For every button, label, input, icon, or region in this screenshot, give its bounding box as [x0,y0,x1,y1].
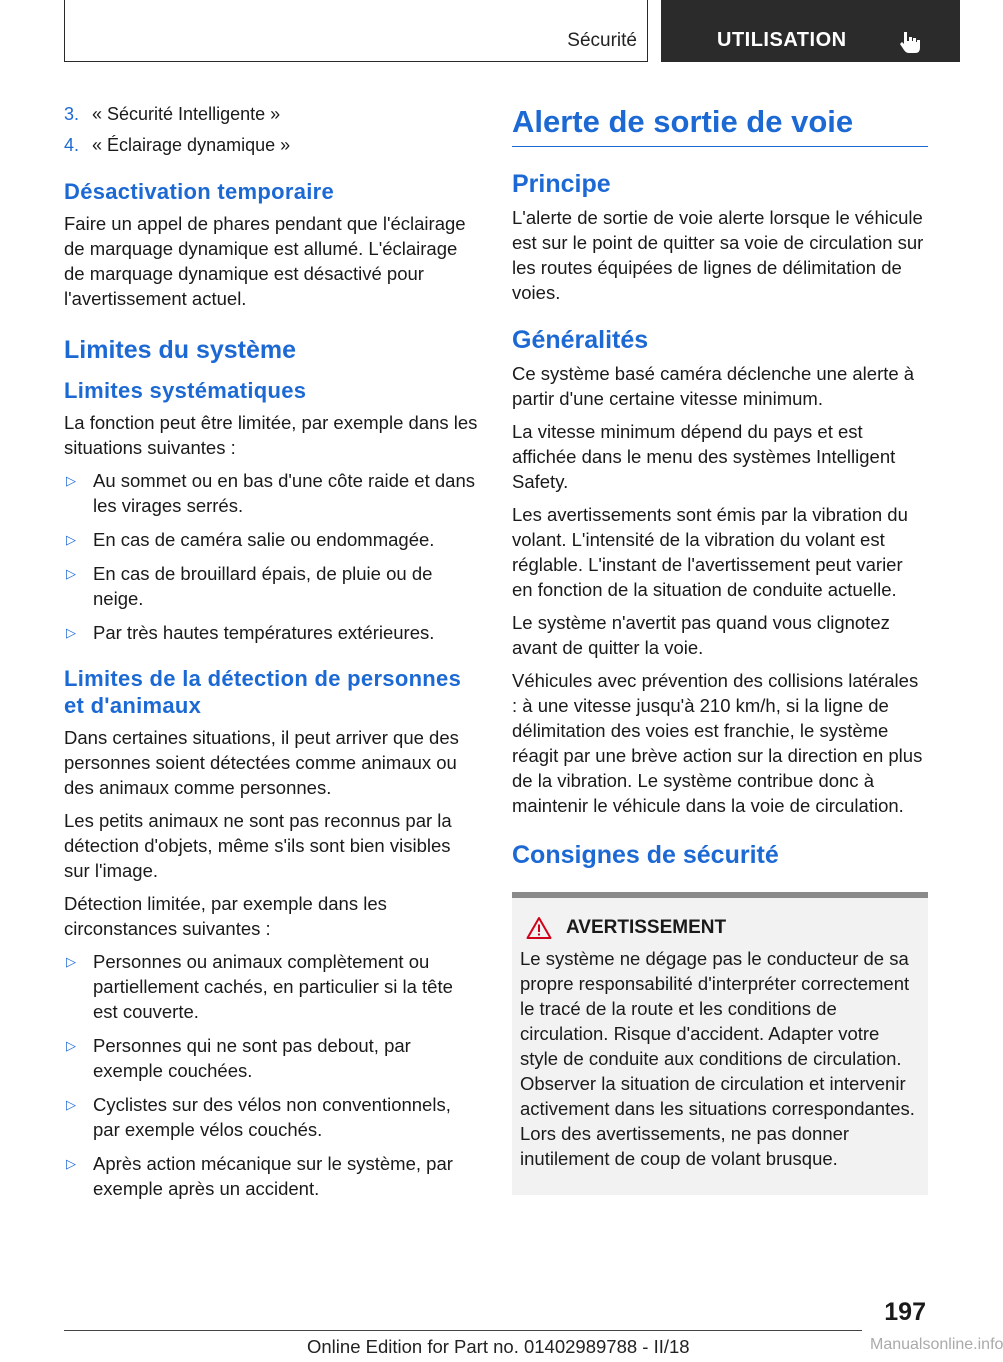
list-text: Personnes qui ne sont pas debout, par exemple couchées. [93,1035,411,1081]
header-chapter-tab [661,0,960,62]
header-section-title: Sécurité [567,30,637,51]
safety-heading: Consignes de sécurité [512,841,779,869]
list-text: Personnes ou animaux complètement ou partiellement cachés, en particulier si la tête est couverte. [93,951,453,1022]
list-item [64,561,478,611]
page-number: 197 [884,1298,926,1326]
principle-heading: Principe [512,170,611,198]
list-text: « Éclairage dynamique » [92,135,291,155]
warning-text: Le système ne dégage pas le conducteur de sa propre responsabilité d'interpréter correctement le tracé de la route et les conditions de circulation. Risque d'accident. Adapter votre style de conduite aux conditions de circulation. Observer la situation de circulation et intervenir activement dans les situations correspondantes. Lors des avertissements, ne pas donner inutilement de coup de volant brusque. [520,948,915,1169]
systematic-list [64,468,478,645]
warning-title: AVERTISSEMENT [566,917,727,938]
header-chapter-title: UTILISATION [717,29,847,51]
pointing-hand-icon [897,28,923,54]
list-number: 4. [64,135,80,155]
triangle-right-icon: ▷ [66,1156,76,1171]
list-text: En cas de brouillard épais, de pluie ou de neige. [93,563,433,609]
systematic-intro: La fonction peut être limitée, par exemple dans les situations suivantes : [64,412,478,458]
list-text: Après action mécanique sur le système, par exemple après un accident. [93,1153,453,1199]
principle-text: L'alerte de sortie de voie alerte lorsque le véhicule est sur le point de quitter sa voie de circulation sur les routes équipées de lignes de délimitation de voies. [512,207,924,303]
detection-heading: Limites de la détection de personnes et d'animaux [64,666,462,718]
page-title: Alerte de sortie de voie [512,104,854,139]
triangle-right-icon: ▷ [66,473,76,488]
left-column [64,102,478,1211]
list-item [64,133,478,158]
general-heading: Généralités [512,326,649,354]
list-item [64,1033,478,1083]
footer-divider [64,1330,862,1331]
triangle-right-icon: ▷ [66,1097,76,1112]
general-paragraph: Ce système basé caméra déclenche une alerte à partir d'une certaine vitesse minimum. [512,363,915,409]
triangle-right-icon: ▷ [66,532,76,547]
list-text: « Sécurité Intelligente » [92,104,281,124]
general-paragraph: Le système n'avertit pas quand vous clignotez avant de quitter la voie. [512,612,890,658]
warning-triangle-icon [526,916,552,940]
detection-paragraph: Les petits animaux ne sont pas reconnus par la détection d'objets, même s'ils sont bien visibles sur l'image. [64,810,452,881]
triangle-right-icon: ▷ [66,954,76,969]
title-rule [512,102,928,147]
list-item [64,102,478,127]
list-item [64,620,478,645]
list-item [64,527,478,552]
detection-paragraph: Détection limitée, par exemple dans les circonstances suivantes : [64,893,387,939]
general-paragraph: La vitesse minimum dépend du pays et est affichée dans le menu des systèmes Intelligent Safety. [512,421,896,492]
list-item [64,949,478,1024]
detection-list [64,949,478,1201]
header-section-box [64,0,648,62]
deactivation-text: Faire un appel de phares pendant que l'éclairage de marquage dynamique est allumé. L'éclairage de marquage dynamique est désactivé pour l'avertissement actuel. [64,213,466,309]
footer-edition: Online Edition for Part no. 01402989788 - II/18 [307,1336,690,1357]
list-text: Au sommet ou en bas d'une côte raide et dans les virages serrés. [93,470,475,516]
warning-header [526,916,920,940]
footer-watermark: Manualsonline.info [870,1336,1003,1353]
list-text: Par très hautes températures extérieures. [93,622,435,643]
general-paragraph: Les avertissements sont émis par la vibration du volant. L'intensité de la vibration du volant est réglable. L'instant de l'avertissement peut varier en fonction de la situation de conduite actuelle. [512,504,908,600]
triangle-right-icon: ▷ [66,625,76,640]
limits-heading: Limites du système [64,336,297,364]
systematic-heading: Limites systématiques [64,378,307,403]
triangle-right-icon: ▷ [66,566,76,581]
list-number: 3. [64,104,80,124]
list-text: Cyclistes sur des vélos non conventionnels, par exemple vélos couchés. [93,1094,451,1140]
list-item [64,1092,478,1142]
triangle-right-icon: ▷ [66,1038,76,1053]
list-item [64,468,478,518]
warning-box [512,892,928,1195]
detection-paragraph: Dans certaines situations, il peut arriver que des personnes soient détectées comme animaux ou des animaux comme personnes. [64,727,459,798]
list-text: En cas de caméra salie ou endommagée. [93,529,435,550]
general-paragraph: Véhicules avec prévention des collisions latérales : à une vitesse jusqu'à 210 km/h, si la ligne de délimitation des voies est franchie, le système réagit par une brève action sur la direction en plus de la vibration. Le système contribue donc à maintenir le véhicule dans la voie de circulation. [512,670,923,816]
list-item [64,1151,478,1201]
deactivation-heading: Désactivation temporaire [64,179,335,204]
right-column [512,102,928,1195]
